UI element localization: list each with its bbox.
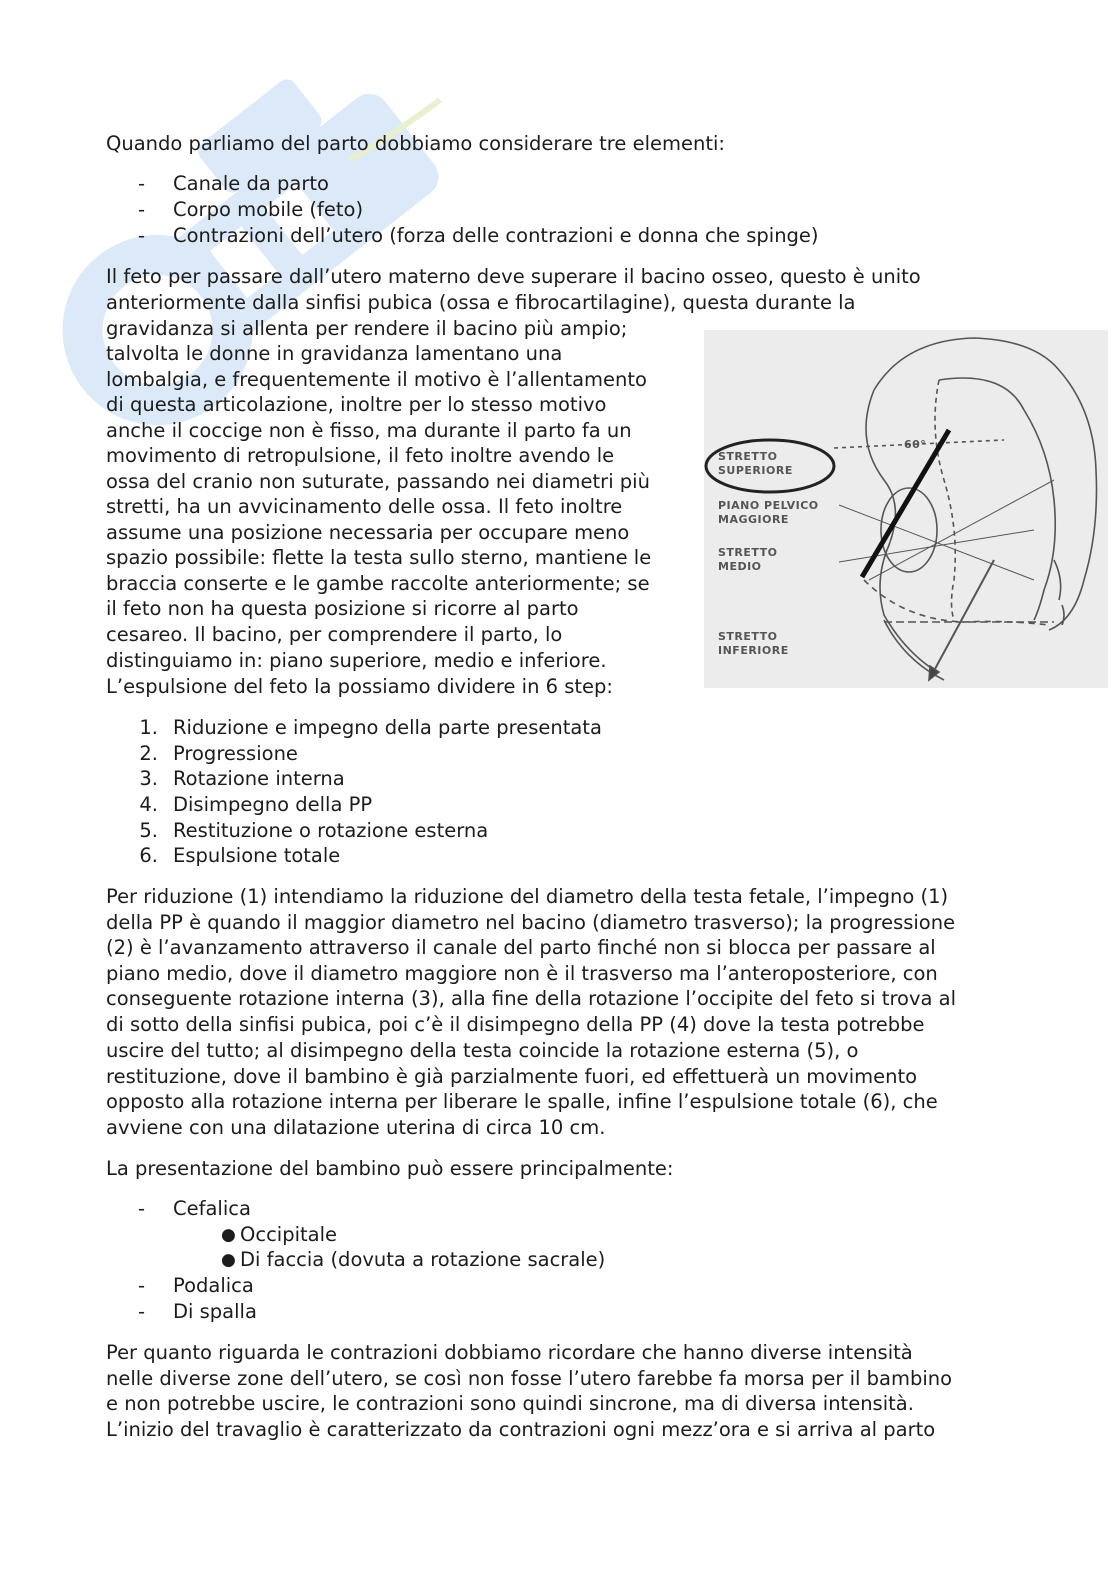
text-line: opposto alla rotazione interna per liberare le spalle, infine l’espulsione totale (6), che: [106, 1090, 938, 1113]
list-item: Disimpegno della PP: [173, 793, 373, 816]
bullet-icon: ●: [221, 1225, 236, 1245]
bullet-icon: ●: [221, 1250, 236, 1270]
text-line: gravidanza si allenta per rendere il bacino più ampio;: [106, 317, 628, 340]
text-line: assume una posizione necessaria per occupare meno: [106, 521, 630, 544]
pelvis-diagram-drawing: [704, 330, 1108, 688]
text-line: della PP è quando il maggior diametro nel bacino (diametro trasverso); la progressione: [106, 911, 956, 934]
list-item: Contrazioni dell’utero (forza delle contrazioni e donna che spinge): [173, 224, 819, 247]
text-line: cesareo. Il bacino, per comprendere il parto, lo: [106, 623, 563, 646]
figure-label-line: INFERIORE: [718, 644, 789, 657]
list-item: Espulsione totale: [173, 844, 341, 867]
list-item: Restituzione o rotazione esterna: [173, 819, 489, 842]
angle-label: 60°: [904, 438, 927, 451]
list-dash: -: [138, 198, 146, 221]
step-number: 2.: [139, 742, 158, 765]
list-dash: -: [138, 1274, 146, 1297]
text-line: restituzione, dove il bambino è già parzialmente fuori, ed effettuerà un movimento: [106, 1065, 918, 1088]
list-item: Progressione: [173, 742, 298, 765]
list-item: Riduzione e impegno della parte presentata: [173, 716, 602, 739]
figure-label-line: MAGGIORE: [718, 513, 789, 526]
text-line: stretti, ha un avvicinamento delle ossa. Il feto inoltre: [106, 495, 623, 518]
list-item: Cefalica: [173, 1197, 251, 1220]
list-dash: -: [138, 172, 146, 195]
figure-label-line: PIANO PELVICO: [718, 499, 819, 512]
text-line: e non potrebbe uscire, le contrazioni sono quindi sincrone, ma di diversa intensità.: [106, 1392, 914, 1415]
text-line: talvolta le donne in gravidanza lamentano una: [106, 342, 563, 365]
text-line: Il feto per passare dall’utero materno deve superare il bacino osseo, questo è unito: [106, 265, 921, 288]
text-line: uscire del tutto; al disimpegno della testa coincide la rotazione esterna (5), o: [106, 1039, 859, 1062]
text-line: di sotto della sinfisi pubica, poi c’è il disimpegno della PP (4) dove la testa potrebbe: [106, 1013, 925, 1036]
text-line: nelle diverse zone dell’utero, se così non fosse l’utero farebbe fa morsa per il bambino: [106, 1367, 953, 1390]
text-line: piano medio, dove il diametro maggiore non è il trasverso ma l’anteroposteriore, con: [106, 962, 938, 985]
list-dash: -: [138, 1300, 146, 1323]
step-number: 1.: [139, 716, 158, 739]
list-dash: -: [138, 1197, 146, 1220]
text-line: ossa del cranio non suturate, passando nei diametri più: [106, 470, 650, 493]
list-item: Di spalla: [173, 1300, 257, 1323]
list-item: Canale da parto: [173, 172, 329, 195]
step-number: 3.: [139, 767, 158, 790]
text-line: anche il coccige non è fisso, ma durante il parto fa un: [106, 419, 632, 442]
sub-list-item: Occipitale: [240, 1223, 338, 1246]
figure-label-line: STRETTO: [718, 450, 778, 463]
step-number: 5.: [139, 819, 158, 842]
text-line: L’inizio del travaglio è caratterizzato da contrazioni ogni mezz’ora e si arriva al parto: [106, 1418, 936, 1441]
figure-label-line: MEDIO: [718, 560, 762, 573]
text-line: il feto non ha questa posizione si ricorre al parto: [106, 597, 579, 620]
text-line: conseguente rotazione interna (3), alla fine della rotazione l’occipite del feto si trova al: [106, 987, 957, 1010]
text-line: avviene con una dilatazione uterina di circa 10 cm.: [106, 1116, 606, 1139]
text-line: braccia conserte e le gambe raccolte anteriormente; se: [106, 572, 650, 595]
text-line: lombalgia, e frequentemente il motivo è l’allentamento: [106, 368, 647, 391]
text-line: distinguiamo in: piano superiore, medio e inferiore.: [106, 649, 607, 672]
text-line: Per quanto riguarda le contrazioni dobbiamo ricordare che hanno diverse intensità: [106, 1341, 913, 1364]
figure-label-line: STRETTO: [718, 546, 778, 559]
list-dash: -: [138, 224, 146, 247]
text-line: L’espulsione del feto la possiamo dividere in 6 step:: [106, 675, 613, 698]
list-item: Rotazione interna: [173, 767, 345, 790]
text-line: di questa articolazione, inoltre per lo stesso motivo: [106, 393, 607, 416]
intro-text: Quando parliamo del parto dobbiamo considerare tre elementi:: [106, 132, 725, 155]
sub-list-item: Di faccia (dovuta a rotazione sacrale): [240, 1248, 606, 1271]
list-item: Corpo mobile (feto): [173, 198, 364, 221]
list-item: Podalica: [173, 1274, 254, 1297]
text-line: movimento di retropulsione, il feto inoltre avendo le: [106, 444, 615, 467]
figure-label-line: STRETTO: [718, 630, 778, 643]
figure-label-line: SUPERIORE: [718, 464, 793, 477]
step-number: 4.: [139, 793, 158, 816]
pelvis-diagram: [704, 330, 1108, 688]
text-line: anteriormente dalla sinfisi pubica (ossa e fibrocartilagine), questa durante la: [106, 291, 856, 314]
text-line: Per riduzione (1) intendiamo la riduzione del diametro della testa fetale, l’impegno (1): [106, 885, 949, 908]
presentation-intro: La presentazione del bambino può essere principalmente:: [106, 1157, 674, 1180]
text-line: (2) è l’avanzamento attraverso il canale del parto finché non si blocca per passare al: [106, 936, 936, 959]
step-number: 6.: [139, 844, 158, 867]
text-line: spazio possibile: flette la testa sullo sterno, mantiene le: [106, 546, 652, 569]
